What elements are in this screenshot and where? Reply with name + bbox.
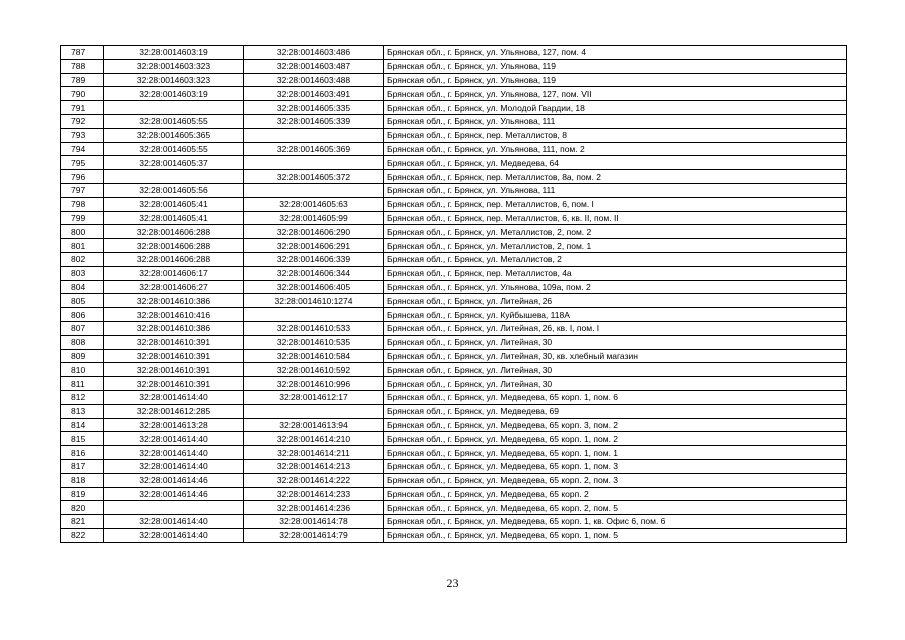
row-number-cell: 788 [61,59,104,73]
table-row [61,73,847,87]
land-cadastral-number-cell: 32:28:0014612:285 [104,404,244,418]
land-cadastral-number-cell: 32:28:0014614:40 [104,446,244,460]
object-cadastral-number-cell: 32:28:0014614:78 [244,515,384,529]
land-cadastral-number-cell: 32:28:0014605:41 [104,211,244,225]
table-row [61,528,847,542]
land-cadastral-number-cell: 32:28:0014614:40 [104,515,244,529]
address-cell: Брянская обл., г. Брянск, ул. Ульянова, 111 [384,183,847,197]
land-cadastral-number-cell: 32:28:0014605:55 [104,114,244,128]
row-number-cell: 800 [61,225,104,239]
object-cadastral-number-cell: 32:28:0014613:94 [244,418,384,432]
address-cell: Брянская обл., г. Брянск, ул. Медведева, 65 корп. 2, пом. 5 [384,501,847,515]
row-number-cell: 814 [61,418,104,432]
land-cadastral-number-cell: 32:28:0014610:416 [104,308,244,322]
object-cadastral-number-cell: 32:28:0014614:233 [244,487,384,501]
land-cadastral-number-cell: 32:28:0014605:56 [104,183,244,197]
row-number-cell: 789 [61,73,104,87]
row-number-cell: 801 [61,239,104,253]
address-cell: Брянская обл., г. Брянск, пер. Металлистов, 8 [384,128,847,142]
table-row [61,114,847,128]
object-cadastral-number-cell: 32:28:0014606:405 [244,280,384,294]
address-cell: Брянская обл., г. Брянск, ул. Куйбышева, 118А [384,308,847,322]
row-number-cell: 808 [61,335,104,349]
row-number-cell: 815 [61,432,104,446]
table-row [61,515,847,529]
address-cell: Брянская обл., г. Брянск, ул. Ульянова, 119 [384,59,847,73]
address-cell: Брянская обл., г. Брянск, ул. Медведева, 65 корп. 2, пом. 3 [384,473,847,487]
row-number-cell: 797 [61,183,104,197]
table-row [61,280,847,294]
address-cell: Брянская обл., г. Брянск, ул. Ульянова, 127, пом. 4 [384,46,847,60]
row-number-cell: 802 [61,252,104,266]
land-cadastral-number-cell: 32:28:0014614:46 [104,487,244,501]
row-number-cell: 806 [61,308,104,322]
row-number-cell: 794 [61,142,104,156]
page-number: 23 [446,576,459,590]
row-number-cell: 807 [61,321,104,335]
address-cell: Брянская обл., г. Брянск, ул. Литейная, 30 [384,363,847,377]
row-number-cell: 816 [61,446,104,460]
row-number-cell: 821 [61,515,104,529]
object-cadastral-number-cell: 32:28:0014606:344 [244,266,384,280]
land-cadastral-number-cell: 32:28:0014603:323 [104,59,244,73]
table-row [61,321,847,335]
object-cadastral-number-cell: 32:28:0014605:99 [244,211,384,225]
row-number-cell: 787 [61,46,104,60]
address-cell: Брянская обл., г. Брянск, ул. Медведева, 65 корп. 1, пом. 5 [384,528,847,542]
land-cadastral-number-cell: 32:28:0014610:386 [104,294,244,308]
row-number-cell: 811 [61,377,104,391]
address-cell: Брянская обл., г. Брянск, ул. Медведева, 65 корп. 1, пом. 1 [384,446,847,460]
object-cadastral-number-cell: 32:28:0014605:339 [244,114,384,128]
table-row [61,101,847,115]
table-row [61,128,847,142]
row-number-cell: 813 [61,404,104,418]
address-cell: Брянская обл., г. Брянск, ул. Медведева, 65 корп. 3, пом. 2 [384,418,847,432]
address-cell: Брянская обл., г. Брянск, ул. Медведева, 65 корп. 1, пом. 6 [384,390,847,404]
land-cadastral-number-cell: 32:28:0014605:41 [104,197,244,211]
object-cadastral-number-cell [244,128,384,142]
object-cadastral-number-cell: 32:28:0014614:211 [244,446,384,460]
table-row [61,459,847,473]
row-number-cell: 817 [61,459,104,473]
address-cell: Брянская обл., г. Брянск, ул. Металлистов, 2, пом. 2 [384,225,847,239]
row-number-cell: 793 [61,128,104,142]
land-cadastral-number-cell: 32:28:0014603:19 [104,87,244,101]
row-number-cell: 796 [61,170,104,184]
table-row [61,404,847,418]
row-number-cell: 812 [61,390,104,404]
land-cadastral-number-cell: 32:28:0014614:46 [104,473,244,487]
address-cell: Брянская обл., г. Брянск, ул. Медведева, 69 [384,404,847,418]
land-cadastral-number-cell: 32:28:0014614:40 [104,459,244,473]
land-cadastral-number-cell [104,170,244,184]
table-row [61,308,847,322]
address-cell: Брянская обл., г. Брянск, ул. Медведева, 64 [384,156,847,170]
table-row [61,266,847,280]
object-cadastral-number-cell: 32:28:0014610:584 [244,349,384,363]
object-cadastral-number-cell: 32:28:0014605:372 [244,170,384,184]
row-number-cell: 809 [61,349,104,363]
address-cell: Брянская обл., г. Брянск, ул. Ульянова, 127, пом. VII [384,87,847,101]
table-row [61,363,847,377]
address-cell: Брянская обл., г. Брянск, ул. Ульянова, 109а, пом. 2 [384,280,847,294]
object-cadastral-number-cell: 32:28:0014603:486 [244,46,384,60]
land-cadastral-number-cell: 32:28:0014613:28 [104,418,244,432]
row-number-cell: 805 [61,294,104,308]
address-cell: Брянская обл., г. Брянск, ул. Ульянова, 111, пом. 2 [384,142,847,156]
object-cadastral-number-cell: 32:28:0014603:488 [244,73,384,87]
row-number-cell: 804 [61,280,104,294]
address-cell: Брянская обл., г. Брянск, ул. Медведева, 65 корп. 1, пом. 2 [384,432,847,446]
table-row [61,377,847,391]
register-body [61,46,847,543]
table-row [61,170,847,184]
land-cadastral-number-cell: 32:28:0014605:37 [104,156,244,170]
address-cell: Брянская обл., г. Брянск, ул. Литейная, 26, кв. I, пом. I [384,321,847,335]
land-cadastral-number-cell: 32:28:0014606:288 [104,239,244,253]
land-cadastral-number-cell: 32:28:0014606:288 [104,252,244,266]
table-row [61,46,847,60]
object-cadastral-number-cell: 32:28:0014610:996 [244,377,384,391]
object-cadastral-number-cell: 32:28:0014610:592 [244,363,384,377]
land-cadastral-number-cell [104,501,244,515]
address-cell: Брянская обл., г. Брянск, ул. Медведева, 65 корп. 1, пом. 3 [384,459,847,473]
land-cadastral-number-cell: 32:28:0014610:386 [104,321,244,335]
object-cadastral-number-cell [244,404,384,418]
land-cadastral-number-cell: 32:28:0014606:17 [104,266,244,280]
row-number-cell: 790 [61,87,104,101]
land-cadastral-number-cell: 32:28:0014605:55 [104,142,244,156]
table-row [61,211,847,225]
land-cadastral-number-cell: 32:28:0014605:365 [104,128,244,142]
row-number-cell: 819 [61,487,104,501]
object-cadastral-number-cell: 32:28:0014612:17 [244,390,384,404]
address-cell: Брянская обл., г. Брянск, ул. Литейная, 30, кв. хлебный магазин [384,349,847,363]
address-cell: Брянская обл., г. Брянск, пер. Металлистов, 8а, пом. 2 [384,170,847,184]
land-cadastral-number-cell: 32:28:0014606:288 [104,225,244,239]
row-number-cell: 818 [61,473,104,487]
table-row [61,294,847,308]
table-row [61,239,847,253]
land-cadastral-number-cell: 32:28:0014614:40 [104,432,244,446]
address-cell: Брянская обл., г. Брянск, ул. Медведева, 65 корп. 1, кв. Офис 6, пом. 6 [384,515,847,529]
land-cadastral-number-cell: 32:28:0014610:391 [104,377,244,391]
table-row [61,156,847,170]
row-number-cell: 791 [61,101,104,115]
row-number-cell: 798 [61,197,104,211]
row-number-cell: 795 [61,156,104,170]
object-cadastral-number-cell: 32:28:0014605:63 [244,197,384,211]
object-cadastral-number-cell [244,183,384,197]
table-row [61,335,847,349]
row-number-cell: 792 [61,114,104,128]
property-register-table [60,45,847,543]
object-cadastral-number-cell: 32:28:0014603:487 [244,59,384,73]
land-cadastral-number-cell: 32:28:0014603:323 [104,73,244,87]
table-row [61,390,847,404]
object-cadastral-number-cell: 32:28:0014606:339 [244,252,384,266]
table-row [61,487,847,501]
object-cadastral-number-cell [244,308,384,322]
table-row [61,473,847,487]
address-cell: Брянская обл., г. Брянск, ул. Литейная, 30 [384,377,847,391]
table-row [61,59,847,73]
address-cell: Брянская обл., г. Брянск, ул. Литейная, 30 [384,335,847,349]
table-row [61,197,847,211]
address-cell: Брянская обл., г. Брянск, ул. Ульянова, 111 [384,114,847,128]
table-row [61,501,847,515]
address-cell: Брянская обл., г. Брянск, ул. Металлистов, 2, пом. 1 [384,239,847,253]
object-cadastral-number-cell: 32:28:0014610:533 [244,321,384,335]
table-row [61,142,847,156]
object-cadastral-number-cell: 32:28:0014605:369 [244,142,384,156]
table-row [61,252,847,266]
table-row [61,418,847,432]
land-cadastral-number-cell: 32:28:0014610:391 [104,349,244,363]
object-cadastral-number-cell: 32:28:0014614:236 [244,501,384,515]
table-row [61,87,847,101]
address-cell: Брянская обл., г. Брянск, ул. Ульянова, 119 [384,73,847,87]
object-cadastral-number-cell: 32:28:0014614:79 [244,528,384,542]
address-cell: Брянская обл., г. Брянск, ул. Медведева, 65 корп. 2 [384,487,847,501]
land-cadastral-number-cell [104,101,244,115]
table-row [61,349,847,363]
address-cell: Брянская обл., г. Брянск, пер. Металлистов, 6, кв. II, пом. II [384,211,847,225]
land-cadastral-number-cell: 32:28:0014606:27 [104,280,244,294]
object-cadastral-number-cell: 32:28:0014606:291 [244,239,384,253]
land-cadastral-number-cell: 32:28:0014614:40 [104,528,244,542]
object-cadastral-number-cell: 32:28:0014614:222 [244,473,384,487]
address-cell: Брянская обл., г. Брянск, ул. Металлистов, 2 [384,252,847,266]
object-cadastral-number-cell: 32:28:0014610:535 [244,335,384,349]
land-cadastral-number-cell: 32:28:0014610:391 [104,335,244,349]
object-cadastral-number-cell [244,156,384,170]
address-cell: Брянская обл., г. Брянск, ул. Литейная, 26 [384,294,847,308]
row-number-cell: 799 [61,211,104,225]
table-row [61,183,847,197]
object-cadastral-number-cell: 32:28:0014606:290 [244,225,384,239]
row-number-cell: 820 [61,501,104,515]
land-cadastral-number-cell: 32:28:0014603:19 [104,46,244,60]
address-cell: Брянская обл., г. Брянск, пер. Металлистов, 4а [384,266,847,280]
land-cadastral-number-cell: 32:28:0014614:40 [104,390,244,404]
address-cell: Брянская обл., г. Брянск, ул. Молодой Гвардии, 18 [384,101,847,115]
row-number-cell: 810 [61,363,104,377]
table-row [61,446,847,460]
object-cadastral-number-cell: 32:28:0014603:491 [244,87,384,101]
object-cadastral-number-cell: 32:28:0014605:335 [244,101,384,115]
object-cadastral-number-cell: 32:28:0014610:1274 [244,294,384,308]
table-row [61,432,847,446]
object-cadastral-number-cell: 32:28:0014614:210 [244,432,384,446]
row-number-cell: 822 [61,528,104,542]
row-number-cell: 803 [61,266,104,280]
object-cadastral-number-cell: 32:28:0014614:213 [244,459,384,473]
address-cell: Брянская обл., г. Брянск, пер. Металлистов, 6, пом. I [384,197,847,211]
table-row [61,225,847,239]
land-cadastral-number-cell: 32:28:0014610:391 [104,363,244,377]
